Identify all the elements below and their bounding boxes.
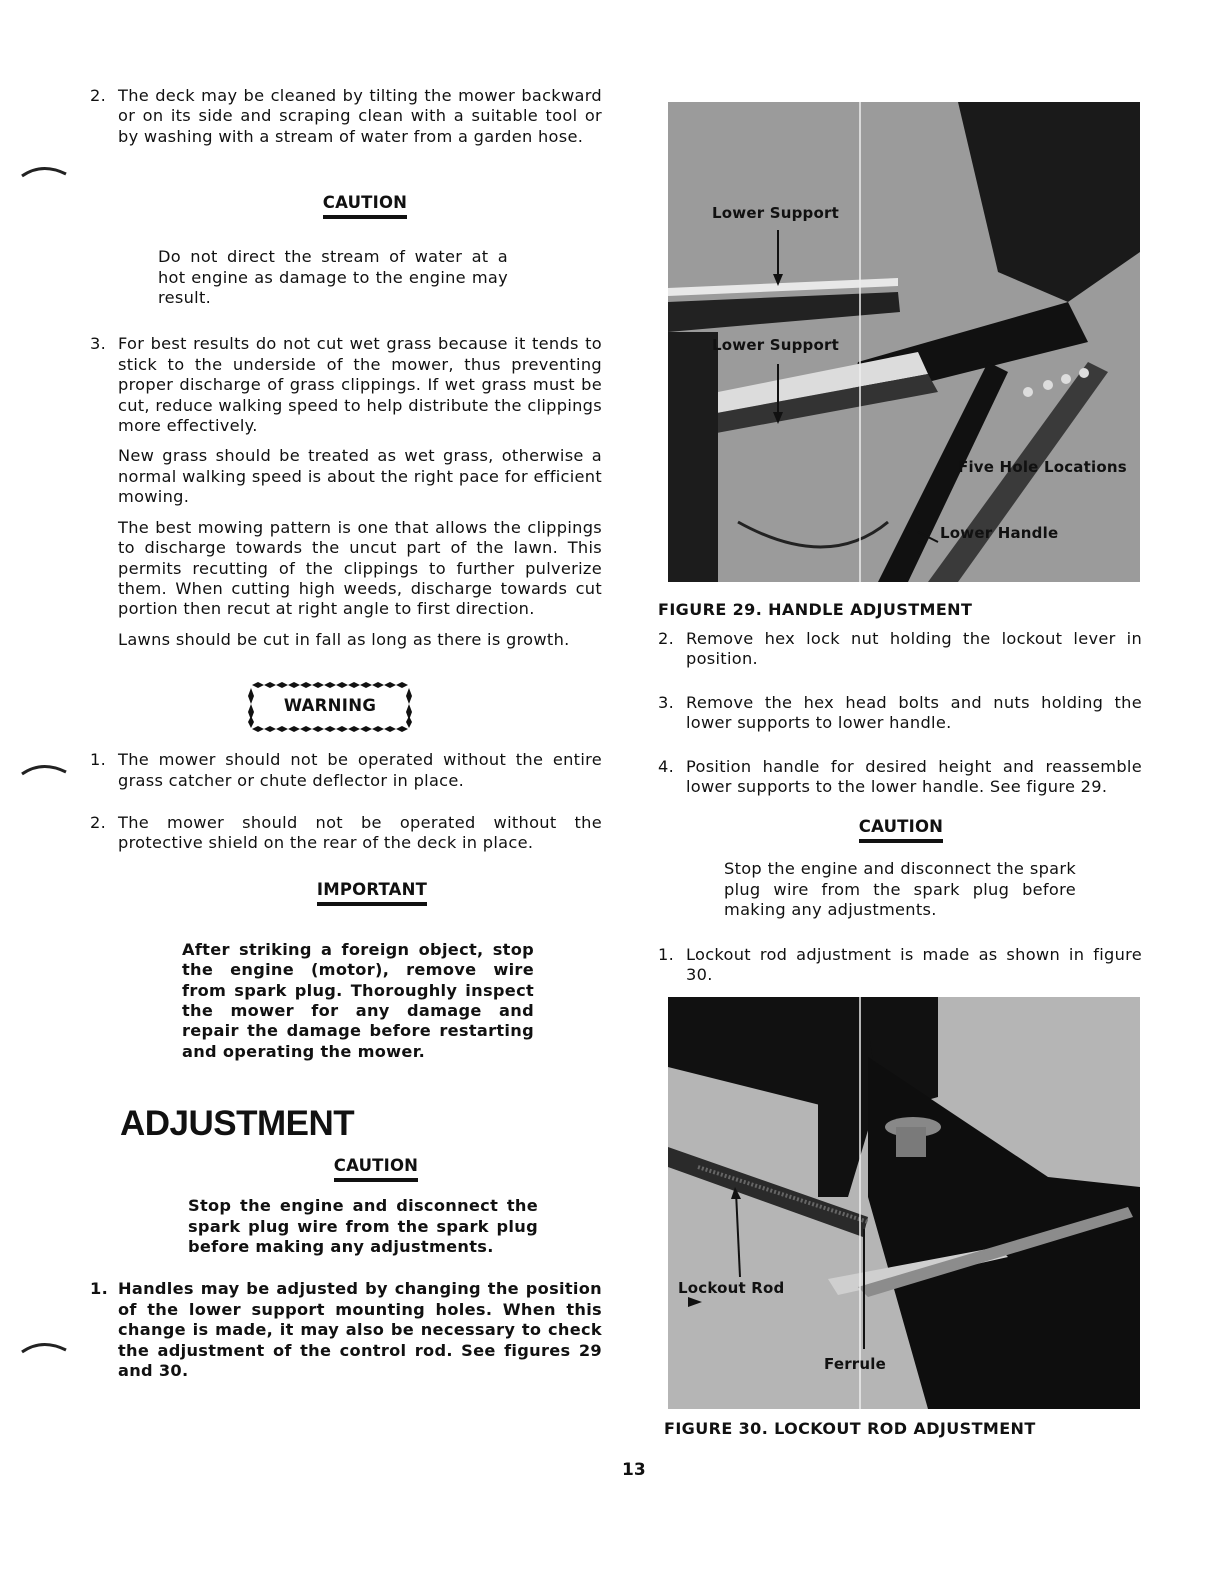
callout-lower-support: Lower Support bbox=[712, 204, 839, 222]
item-text: Lockout rod adjustment is made as shown in figure 30. bbox=[686, 944, 1142, 985]
adjustment-heading: ADJUSTMENT bbox=[120, 1104, 355, 1144]
callout-lower-handle: Lower Handle bbox=[940, 524, 1059, 542]
right-column bbox=[658, 86, 1142, 1438]
caution-title: CAUTION bbox=[323, 193, 407, 219]
hole-punch-mark-icon bbox=[20, 1340, 68, 1354]
wet-grass-item bbox=[90, 334, 602, 436]
adjustment-caution-notice bbox=[118, 1156, 602, 1182]
item-text: The mower should not be operated without the protective shield on the rear of the deck in place. bbox=[118, 812, 602, 853]
page-number: 13 bbox=[622, 1460, 646, 1480]
item-number: 1. bbox=[90, 750, 107, 770]
mowing-pattern-paragraph: The best mowing pattern is one that allows the clippings to discharge towards the uncut part of the lawn. This permits recutting of the clippings to further pulverize them. When cutting high weeds, discharge towards cut portion then recut at right angle to first direction. bbox=[118, 517, 602, 619]
item-number: 3. bbox=[658, 692, 675, 712]
callout-ferrule: Ferrule bbox=[824, 1355, 887, 1374]
important-body: After striking a foreign object, stop the engine (motor), remove wire from spark plug. Thoroughly inspect the mower for any damage and repair the damage before restarting and operating the mower. bbox=[182, 939, 534, 1061]
figure-29-photo bbox=[668, 102, 1140, 582]
figure-30-caption: FIGURE 30. LOCKOUT ROD ADJUSTMENT bbox=[664, 1419, 1036, 1439]
lockout-rod-photo-icon bbox=[668, 997, 1140, 1409]
item-text: The deck may be cleaned by tilting the mower backward or on its side and scraping clean with a suitable tool or by washing with a stream of water from a garden hose. bbox=[118, 86, 602, 146]
item-text: Remove the hex head bolts and nuts holding the lower supports to lower handle. bbox=[686, 692, 1142, 733]
important-notice bbox=[118, 880, 602, 906]
warning-item bbox=[90, 813, 602, 854]
caution-body: Do not direct the stream of water at a hot engine as damage to the engine may result. bbox=[158, 247, 508, 308]
item-number: 1. bbox=[658, 944, 675, 964]
item-number: 2. bbox=[90, 812, 107, 832]
caution-title: CAUTION bbox=[859, 817, 943, 843]
hole-punch-mark-icon bbox=[20, 762, 68, 776]
figure-30-photo bbox=[668, 997, 1140, 1409]
fall-mowing-paragraph: Lawns should be cut in fall as long as there is growth. bbox=[118, 629, 570, 649]
figure-29-caption: FIGURE 29. HANDLE ADJUSTMENT bbox=[658, 600, 973, 619]
left-column bbox=[90, 86, 602, 1381]
caution-body: Stop the engine and disconnect the spark plug wire from the spark plug before making any adjustments. bbox=[724, 859, 1076, 920]
item-text: Position handle for desired height and reassemble lower supports to the lower handle. See figure 29. bbox=[686, 756, 1142, 797]
handle-adjustment-item bbox=[90, 1279, 602, 1381]
warning-title: WARNING bbox=[283, 696, 377, 716]
deck-cleaning-item bbox=[90, 86, 602, 147]
callout-lockout-rod: Lockout Rod bbox=[678, 1279, 785, 1298]
callout-five-hole-locations: Five Hole Locations bbox=[958, 458, 1127, 476]
caution-notice bbox=[658, 817, 1142, 843]
warning-box bbox=[248, 682, 412, 732]
item-number: 2. bbox=[658, 629, 675, 648]
adjustment-caution-body: Stop the engine and disconnect the spark plug wire from the spark plug before making any adjustments. bbox=[188, 1196, 538, 1256]
item-number: 4. bbox=[658, 756, 675, 776]
caution-title: CAUTION bbox=[334, 1156, 418, 1182]
hole-punch-mark-icon bbox=[20, 164, 68, 178]
item-number: 2. bbox=[90, 86, 107, 105]
important-title: IMPORTANT bbox=[317, 880, 427, 906]
callout-lower-support: Lower Support bbox=[712, 336, 839, 354]
step-item bbox=[658, 629, 1142, 670]
lockout-rod-item bbox=[658, 945, 1142, 986]
item-number: 1. bbox=[90, 1279, 109, 1299]
item-text: Remove hex lock nut holding the lockout lever in position. bbox=[686, 629, 1142, 669]
item-text: The mower should not be operated without the entire grass catcher or chute deflector in place. bbox=[118, 750, 602, 790]
step-item bbox=[658, 757, 1142, 798]
item-text: For best results do not cut wet grass because it tends to stick to the underside of the mower, thus preventing proper discharge of grass clippings. If wet grass must be cut, reduce walking speed to help distribute the clippings more effectively. bbox=[118, 334, 602, 436]
warning-item bbox=[90, 750, 602, 791]
caution-notice bbox=[118, 193, 602, 219]
item-number: 3. bbox=[90, 334, 107, 354]
step-item bbox=[658, 693, 1142, 734]
new-grass-paragraph: New grass should be treated as wet grass, otherwise a normal walking speed is about the right pace for efficient mowing. bbox=[118, 446, 602, 507]
item-text: Handles may be adjusted by changing the position of the lower support mounting holes. When this change is made, it may also be necessary to check the adjustment of the control rod. See figures 29 and 30. bbox=[118, 1279, 602, 1381]
